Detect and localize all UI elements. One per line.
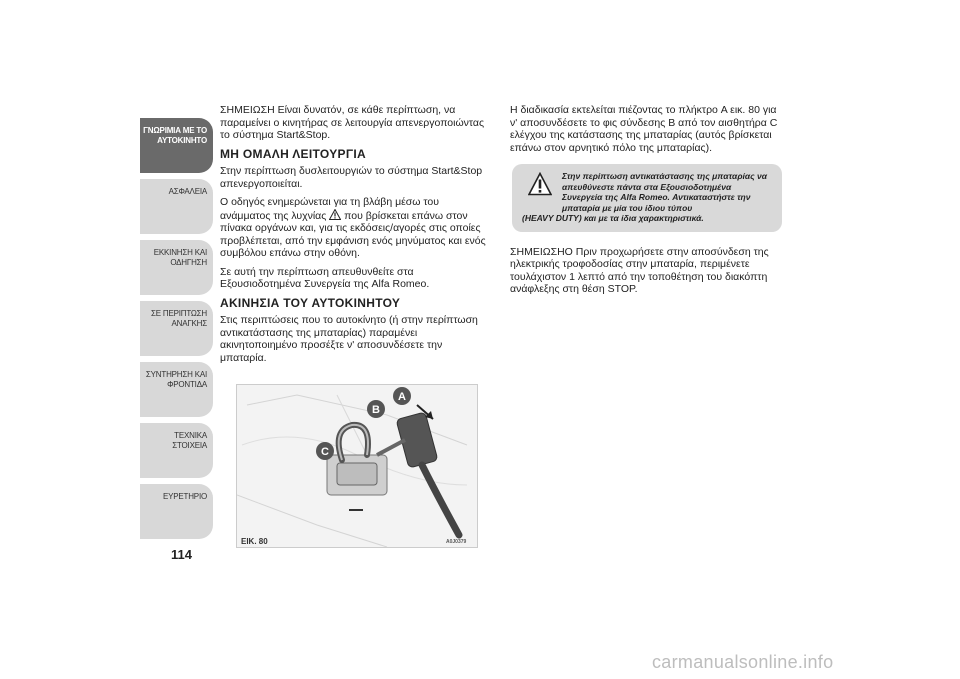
heading-vehicle-idle: ΑΚΙΝΗΣΙΑ ΤΟΥ ΑΥΤΟΚΙΝΗΤΟΥ bbox=[220, 295, 401, 310]
figure-code: A0J0379 bbox=[446, 539, 467, 545]
tab-label: ΓΝΩΡΙΜΙΑ ΜΕ ΤΟ ΑΥΤΟΚΙΝΗΤΟ bbox=[143, 126, 207, 145]
right-column bbox=[510, 104, 782, 302]
note-paragraph: ΣΗΜΕΙΩΣΗΟ Πριν προχωρήσετε στην αποσύνδεση της ηλεκτρικής τροφοδοσίας στην μπαταρία, περιμένετε τουλάχιστον 1 λεπτό από την τοποθέτηση του διακόπτη ανάφλεξης στη θέση STOP. bbox=[510, 245, 769, 295]
page-number: 114 bbox=[171, 547, 192, 562]
watermark: carmanualsonline.info bbox=[652, 652, 834, 672]
note-paragraph: ΣΗΜΕΙΩΣΗ Είναι δυνατόν, σε κάθε περίπτωση, να παραμείνει ο κινητήρας σε λειτουργία απενεργοποιώντας το σύστημα Start&Stop. bbox=[220, 104, 485, 141]
left-column bbox=[220, 104, 490, 370]
tab-label: ΕΚΚΙΝΗΣΗ ΚΑΙ ΟΔΗΓΗΣΗ bbox=[153, 248, 207, 267]
callout-label: C bbox=[321, 446, 329, 458]
tab-label: ΕΥΡΕΤΗΡΙΟ bbox=[163, 492, 207, 501]
heading-malfunction: ΜΗ ΟΜΑΛΗ ΛΕΙΤΟΥΡΓΙΑ bbox=[220, 146, 366, 161]
tab-label: ΑΣΦΑΛΕΙΑ bbox=[168, 187, 207, 196]
text-span: που βρίσκεται επάνω στον πίνακα οργάνων και, για τις εκδόσεις/αγορές στις οποίες προβλέπεται, από την εμφάνιση ενός μηνύματος και ενός συμβόλου επάνω στην οθόνη. bbox=[220, 209, 486, 259]
battery-connector-figure bbox=[236, 384, 478, 548]
figure-caption: ΕΙΚ. 80 bbox=[241, 537, 268, 546]
paragraph: Η διαδικασία εκτελείται πιέζοντας το πλήκτρο A εικ. 80 για ν' αποσυνδέσετε το φις σύνδεσης B από τον αισθητήρα C ελέγχου της κατάστασης της μπαταρίας (αυτός βρίσκεται επάνω στον αρνητικό πόλο της μπαταρίας). bbox=[510, 104, 778, 154]
tab-starting-driving[interactable] bbox=[140, 240, 213, 295]
callout-label: A bbox=[398, 391, 406, 403]
tab-technical-data[interactable] bbox=[140, 423, 213, 478]
tab-emergency[interactable] bbox=[140, 301, 213, 356]
text-span: Ο οδηγός ενημερώνεται για τη βλάβη μέσω του ανάμματος της λυχνίας bbox=[220, 196, 439, 222]
tab-label: ΣΥΝΤΗΡΗΣΗ ΚΑΙ ΦΡΟΝΤΙΔΑ bbox=[145, 370, 207, 389]
tab-label: ΤΕΧΝΙΚΑ ΣΤΟΙΧΕΙΑ bbox=[172, 431, 207, 450]
warning-box bbox=[512, 164, 782, 232]
battery-illustration bbox=[237, 385, 477, 547]
warning-text-tail: (HEAVY DUTY) και με τα ίδια χαρακτηριστικά. bbox=[522, 213, 704, 223]
warning-triangle-icon bbox=[528, 172, 552, 196]
chapter-sidebar bbox=[140, 118, 213, 545]
warning-text: Στην περίπτωση αντικατάστασης της μπαταρίας να απευθύνεστε πάντα στα Εξουσιοδοτημένα Συνεργεία της Alfa Romeo. Αντικαταστήστε την μπαταρία με μία του ίδιου τύπου bbox=[562, 171, 767, 213]
paragraph-warning-lamp bbox=[220, 196, 490, 260]
paragraph: Στις περιπτώσεις που το αυτοκίνητο (ή στην περίπτωση αντικατάστασης της μπαταρίας) παραμένει ακινητοποιημένο προσέξτε ν' αποσυνδέσετε την μπαταρία. bbox=[220, 314, 478, 364]
tab-maintenance[interactable] bbox=[140, 362, 213, 417]
paragraph: Σε αυτή την περίπτωση απευθυνθείτε στα Εξουσιοδοτημένα Συνεργεία της Alfa Romeo. bbox=[220, 265, 430, 290]
callout-label: B bbox=[372, 404, 380, 416]
tab-label: ΣΕ ΠΕΡΙΠΤΩΣΗ ΑΝΑΓΚΗΣ bbox=[151, 309, 207, 328]
warning-triangle-icon bbox=[329, 209, 341, 220]
tab-safety[interactable] bbox=[140, 179, 213, 234]
tab-getting-to-know[interactable] bbox=[140, 118, 213, 173]
paragraph: Στην περίπτωση δυσλειτουργιών το σύστημα Start&Stop απενεργοποιείται. bbox=[220, 165, 483, 190]
tab-index[interactable] bbox=[140, 484, 213, 539]
